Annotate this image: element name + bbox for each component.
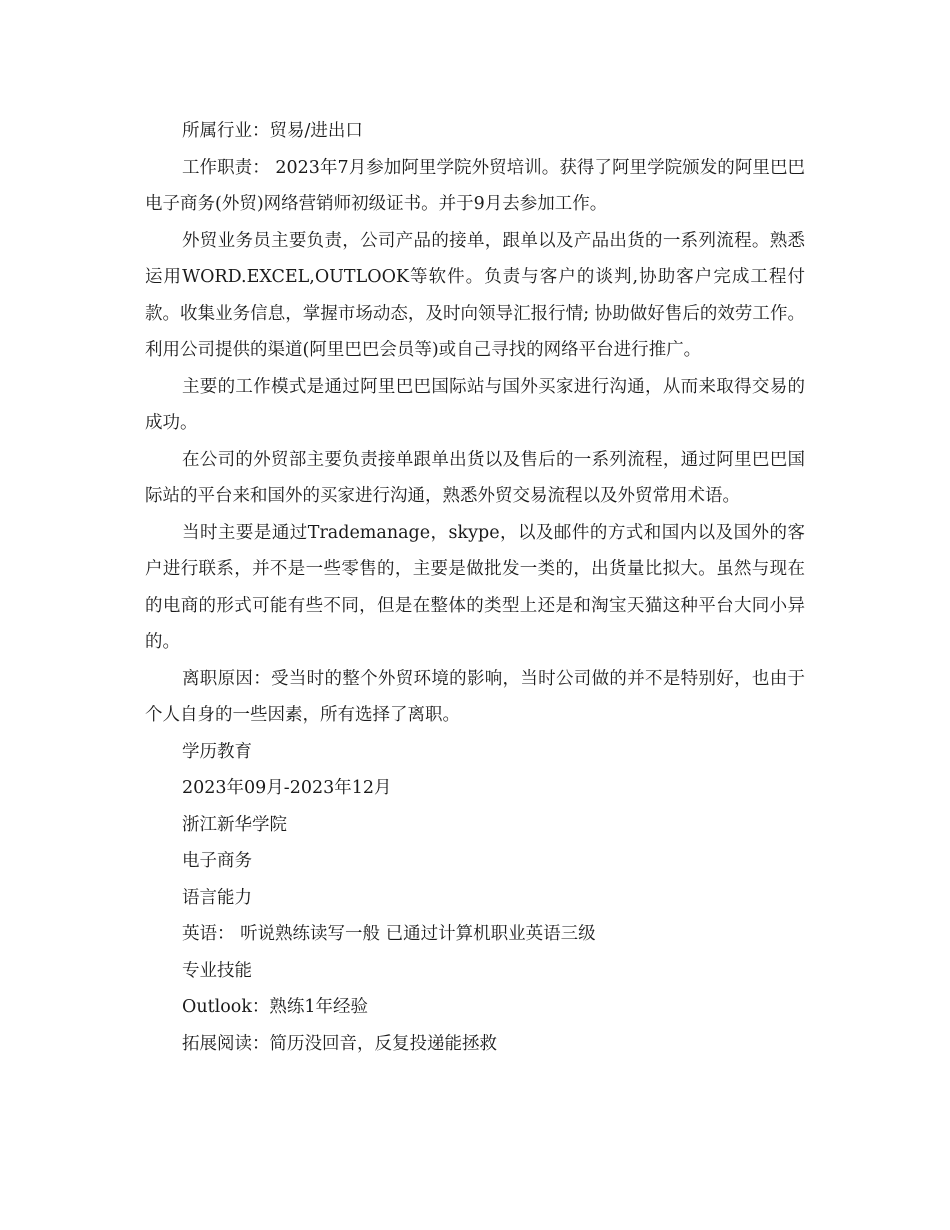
education-school: 浙江新华学院 [182,814,287,835]
education-heading: 学历教育 [182,741,252,762]
education-major: 电子商务 [182,851,252,871]
skills-outlook: Outlook：熟练1年经验 [182,997,369,1017]
duty-paragraph-1: 外贸业务员主要负责，公司产品的接单，跟单以及产品出货的一系列流程。熟悉运用WORD.EXCEL,OUTLOOK等软件。负责与客户的谈判,协助客户完成工程付款。收集业务信息，掌握市场动态，及时向领导汇报行情; 协助做好售后的效劳工作。利用公司提供的渠道(阿里巴巴会员等)或自己寻找的网络平台进行推广。 [145,230,805,360]
skills-heading: 专业技能 [182,960,252,981]
industry-line: 所属行业：贸易/进出口 [182,121,363,141]
education-period: 2023年09月-2023年12月 [182,778,392,798]
duty-paragraph-3: 在公司的外贸部主要负责接单跟单出货以及售后的一系列流程，通过阿里巴巴国际站的平台来和国外的买家进行沟通，熟悉外贸交易流程以及外贸常用术语。 [145,449,805,506]
job-duties-paragraph: 工作职责： 2023年7月参加阿里学院外贸培训。获得了阿里学院颁发的阿里巴巴电子商务(外贸)网络营销师初级证书。并于9月去参加工作。 [145,157,805,214]
duty-paragraph-4: 当时主要是通过Trademanage，skype，以及邮件的方式和国内以及国外的客户进行联系，并不是一些零售的，主要是做批发一类的，出货量比拟大。虽然与现在的电商的形式可能有些不同，但是在整体的类型上还是和淘宝天猫这种平台大同小异的。 [145,522,805,652]
leave-reason-paragraph: 离职原因：受当时的整个外贸环境的影响，当时公司做的并不是特别好，也由于个人自身的一些因素，所有选择了离职。 [145,668,805,725]
document-body [145,113,805,1062]
duty-paragraph-2: 主要的工作模式是通过阿里巴巴国际站与国外买家进行沟通，从而来取得交易的成功。 [145,376,805,433]
extended-reading: 拓展阅读：简历没回音，反复投递能拯救 [182,1033,497,1054]
language-heading: 语言能力 [182,887,252,908]
language-english: 英语： 听说熟练读写一般 已通过计算机职业英语三级 [182,924,596,944]
